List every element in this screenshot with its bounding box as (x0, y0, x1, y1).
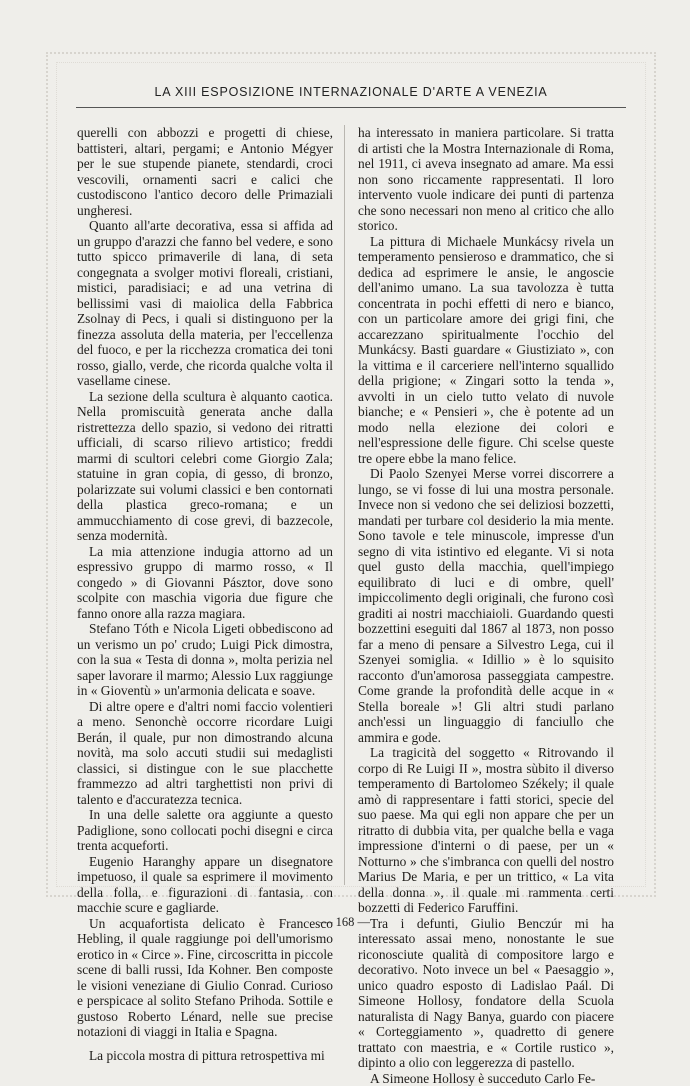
paragraph: Quanto all'arte decorativa, essa si affida ad un gruppo d'arazzi che fanno bel vedere, e sono tutto spicco primaverile di lana, di seta congegnata a svolger motivi floreali, cristiani, mistici, paradisiaci; e ad una vetrina di bellissimi vasi di maiolica della Fabbrica Zsolnay di Pecs, i quali si distinguono per la finezza assoluta della materia, per l'eccellenza del fuoco, e per la ricchezza cromatica dei toni rosso, giallo, verde, che ricorda qualche volta il vasellame cinese. (77, 218, 333, 389)
paragraph: La pittura di Michaele Munkácsy rivela un temperamento pensieroso e drammatico, che si dedica ad esprimere le ansie, le angoscie dell'animo umano. La sua tavolozza è tutta concentrata in pochi effetti di nero e bianco, con un particolare amore dei grigi fini, che accarezzano spiritualmente l'occhio del Munkácsy. Basti guardare « Giustiziato », con la vittima e il carceriere nell'interno squallido della prigione; « Zingari sotto la tenda », avvolti in un cielo tutto velato di nuvole bianche; e « Pensieri », che è potente ad un modo nella elezione dei colori e nell'espressione delle figure. Chi scelse queste tre opere ebbe la mano felice. (358, 234, 614, 467)
header-rule (76, 107, 626, 108)
paragraph: A Simeone Hollosy è succeduto Carlo Fe- (358, 1071, 614, 1086)
paragraph: Tra i defunti, Giulio Benczúr mi ha interessato assai meno, nonostante le sue riconosciute qualità di compositore largo e decorativo. Noto invece un bel « Paesaggio », unico quadro esposto di Ladislao Paál. Di Simeone Hollosy, fondatore della Scuola naturalista di Nagy Banya, guardo con piacere « Corteggiamento », quadretto di genere trattato con maestria, e « Cortile rustico », dipinto a olio con leggerezza di pastello. (358, 916, 614, 1071)
paragraph: Un acquafortista delicato è Francesco Hebling, il quale raggiunge poi dell'umorismo erotico in « Circe ». Fine, circoscritta in piccole scene di balli russi, Ida Kohner. Ben composte le visioni veneziane di Giulio Conrad. Curioso e perspicace al solito Stefano Prihoda. Sottile e gustoso Roberto Lénard, nelle sue precise notazioni di viaggi in Italia e Spagna. (77, 916, 333, 1040)
page-number: — 168 — (0, 915, 690, 930)
paragraph: Eugenio Haranghy appare un disegnatore impetuoso, il quale sa esprimere il movimento della folla, e figurazioni di fantasia, con macchie scure e gagliarde. (77, 854, 333, 916)
right-text-column (358, 125, 614, 885)
paragraph: In una delle salette ora aggiunte a questo Padiglione, sono collocati pochi disegni e circa trenta acqueforti. (77, 807, 333, 854)
paragraph: La tragicità del soggetto « Ritrovando il corpo di Re Luigi II », mostra sùbito il diverso temperamento di Bartolomeo Székely; il quale amò di rappresentare i fatti storici, specie del suo paese. Ma qui egli non appare che per un ritratto di dubbia vita, per qualche bella e vaga impressione d'interni o di paese, per un « Notturno » che s'imbranca con quelli del nostro Marius De Maria, e per un trittico, « La vita della donna », il quale mi rammenta certi bozzetti di Federico Faruffini. (358, 745, 614, 916)
running-title: LA XIII ESPOSIZIONE INTERNAZIONALE D'ARTE A VENEZIA (76, 85, 626, 99)
paragraph: Stefano Tóth e Nicola Ligeti obbediscono ad un verismo un po' crudo; Luigi Pick dimostra, con la sua « Testa di donna », molta perizia nel saper lavorare il marmo; Alessio Lux raggiunge in « Gioventù » un'armonia delicata e soave. (77, 621, 333, 699)
paragraph: Di altre opere e d'altri nomi faccio volentieri a meno. Senonchè occorre ricordare Luigi Berán, il quale, pur non dimostrando alcuna novità, ma solo accuti studii sui medaglisti classici, si distingue con le sue placchette frammezzo ad altri targhettisti non privi di talento e d'accuratezza tecnica. (77, 699, 333, 808)
paragraph: Di Paolo Szenyei Merse vorrei discorrere a lungo, se vi fosse di lui una mostra personale. Invece non si vedono che sei deliziosi bozzetti, mandati per turbare col desiderio la mia mente. Sono tavole e tele minuscole, impresse d'un segno di vita istintivo ed elegante. Vi si nota quel gusto della macchia, quell'impiego equilibrato di luci e di ombre, quell' impiccolimento degli originali, che furono così graditi ai nostri macchiaioli. Guardando questi bozzettini eseguiti dal 1867 al 1873, non posso far a meno di pensare a Silvestro Lega, cui il Szenyei somiglia. « Idillio » è lo squisito racconto d'un'amorosa passeggiata campestre. Come grande la profondità delle acque in « Stella boreale »! Gli altri studi parlano anch'essi un linguaggio di fanciullo che ammira e gode. (358, 466, 614, 745)
paragraph: La piccola mostra di pittura retrospettiva mi (77, 1048, 333, 1064)
paragraph: La mia attenzione indugia attorno ad un espressivo gruppo di marmo rosso, « Il congedo » di Giovanni Pásztor, dove sono scolpite con maschia vigoria due figure che fanno onore alla razza magiara. (77, 544, 333, 622)
left-text-column (77, 125, 333, 885)
paragraph: ha interessato in maniera particolare. Si tratta di artisti che la Mostra Internazionale di Roma, nel 1911, ci aveva insegnato ad amare. Ma essi non sono riccamente rappresentati. Il loro intervento vuole indicare dei punti di partenza che sono necessari non meno al critico che allo storico. (358, 125, 614, 234)
paragraph: querelli con abbozzi e progetti di chiese, battisteri, altari, pergami; e Antonio Mégyer per le sue stupende pianete, stendardi, croci vescovili, ornamenti sacri e calici che custodiscono l'antico decoro delle Primaziali ungheresi. (77, 125, 333, 218)
column-divider (344, 125, 345, 885)
paragraph: La sezione della scultura è alquanto caotica. Nella promiscuità generata anche dalla ristrettezza dello spazio, si vedono dei ritratti ufficiali, di scarso rilievo artistico; freddi marmi di scultori celebri come Giorgio Zala; statuine in gran copia, di gesso, di bronzo, polarizzate sui volumi classici e ben contornati della plastica greco-romana; e un ammucchiamento di cose grevi, di bazzecole, senza modernità. (77, 389, 333, 544)
